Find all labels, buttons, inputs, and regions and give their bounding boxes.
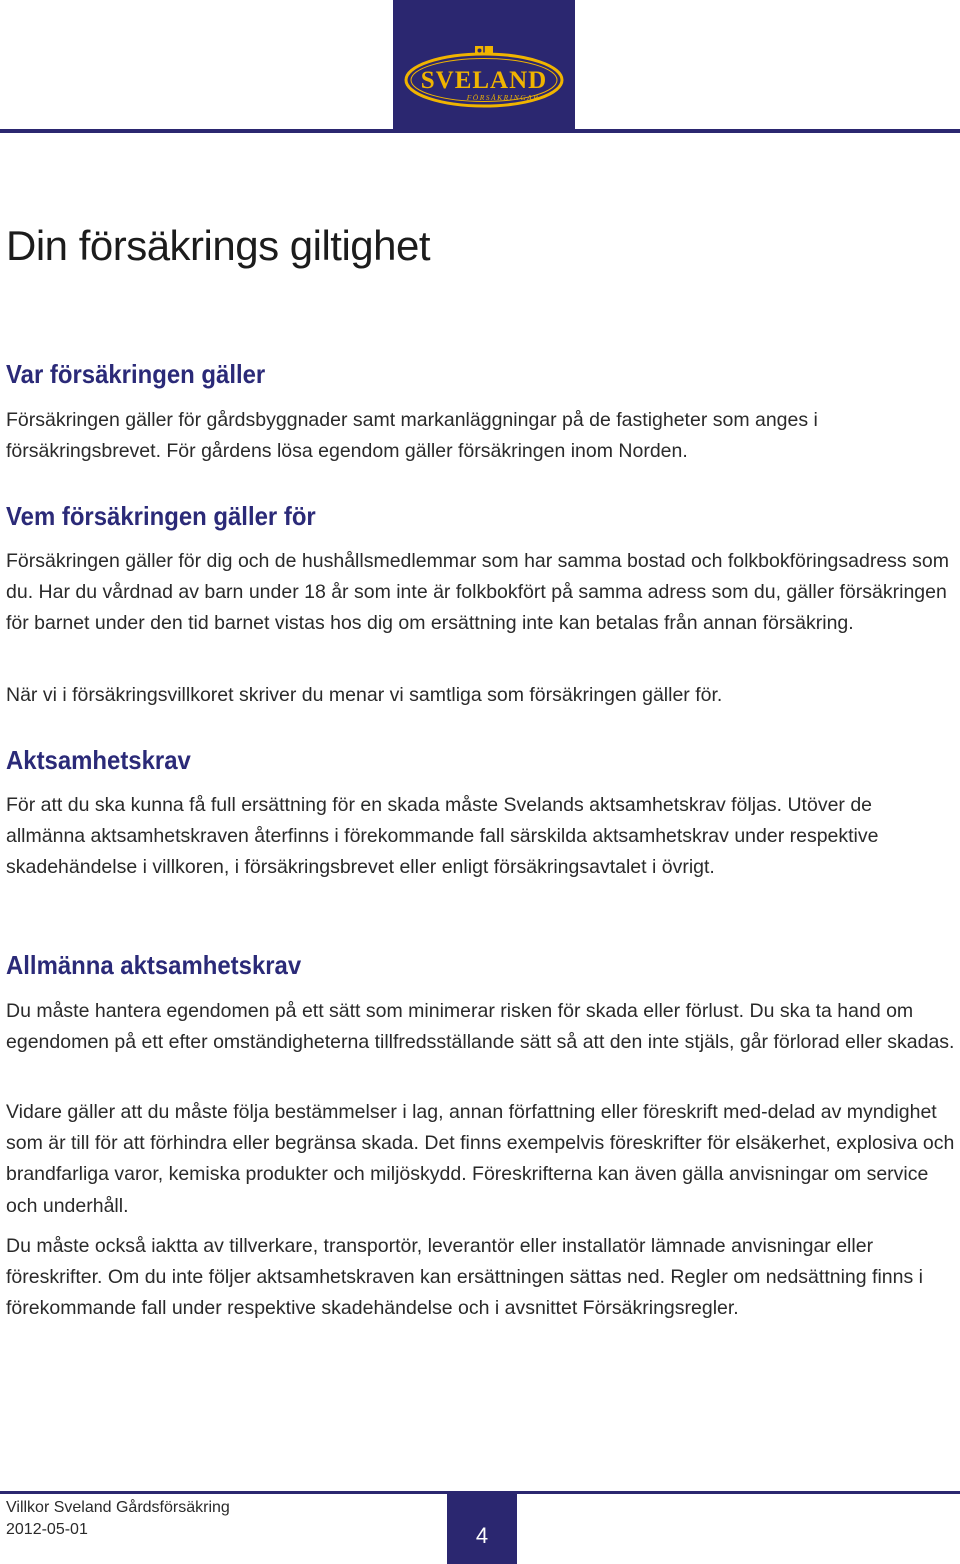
page-title: Din försäkrings giltighet [6,222,431,269]
sveland-logo [393,0,575,133]
section-heading-vem-forsakringen-galler-for: Vem försäkringen gäller för [6,501,316,531]
section-heading-allmanna-aktsamhetskrav: Allmänna aktsamhetskrav [6,950,302,980]
section-paragraph: Du måste hantera egendomen på ett sätt som minimerar risken för skada eller förlust. Du ska ta hand om egendomen på ett efter omständigheterna tillfredsställande sätt så att den inte stjäls, går förlorad eller skadas. [6,1000,955,1054]
section-paragraph: Vidare gäller att du måste följa bestämmelser i lag, annan författning eller föreskrift med-delad av myndighet som är till för att förhindra eller begränsa skada. Det finns exempelvis föreskrifter för elsäkerhet, explosiva och brandfarliga varor, kemiska produkter och miljöskydd. Föreskrifterna kan även gälla anvisningar om service och underhåll. [6,1101,955,1217]
footer-document-title: Villkor Sveland Gårdsförsäkring [6,1499,230,1516]
section-paragraph: För att du ska kunna få full ersättning för en skada måste Svelands aktsamhetskrav följas. Utöver de allmänna aktsamhetskraven återfinns i förekommande fall särskilda aktsamhetskrav under respektive skadehändelse i villkoren, i försäkringsbrevet eller enligt försäkringsavtalet i övrigt. [6,794,879,879]
section-heading-aktsamhetskrav: Aktsamhetskrav [6,745,191,775]
section-paragraph: Du måste också iaktta av tillverkare, transportör, leverantör eller installatör lämnade anvisningar eller föreskrifter. Om du inte följer aktsamhetskraven kan ersättningen sättas ned. Regler om nedsättning finns i förekommande fall under respektive skadehändelse och i avsnittet Försäkringsregler. [6,1235,923,1320]
page-number: 4 [475,1523,489,1548]
section-paragraph: Försäkringen gäller för dig och de hushållsmedlemmar som har samma bostad och folkbokföringsadress som du. Har du vårdnad av barn under 18 år som inte är folkbokfört på samma adress som du, gäller försäkringen för barnet under den tid barnet vistas hos dig om ersättning inte kan betalas från annan försäkring. [6,550,949,635]
section-heading-var-forsakringen-galler: Var försäkringen gäller [6,359,266,389]
logo-wordmark: SVELAND [420,67,548,94]
section-paragraph: Försäkringen gäller för gårdsbyggnader samt markanläggningar på de fastigheter som anges i försäkringsbrevet. För gårdens lösa egendom gäller försäkringen inom Norden. [6,409,818,463]
logo-tagline: FÖRSÄKRINGAR [466,93,540,102]
section-paragraph: När vi i försäkringsvillkoret skriver du menar vi samtliga som försäkringen gäller för. [6,684,723,706]
page-number-box [447,1491,517,1564]
footer-date: 2012-05-01 [6,1521,88,1538]
